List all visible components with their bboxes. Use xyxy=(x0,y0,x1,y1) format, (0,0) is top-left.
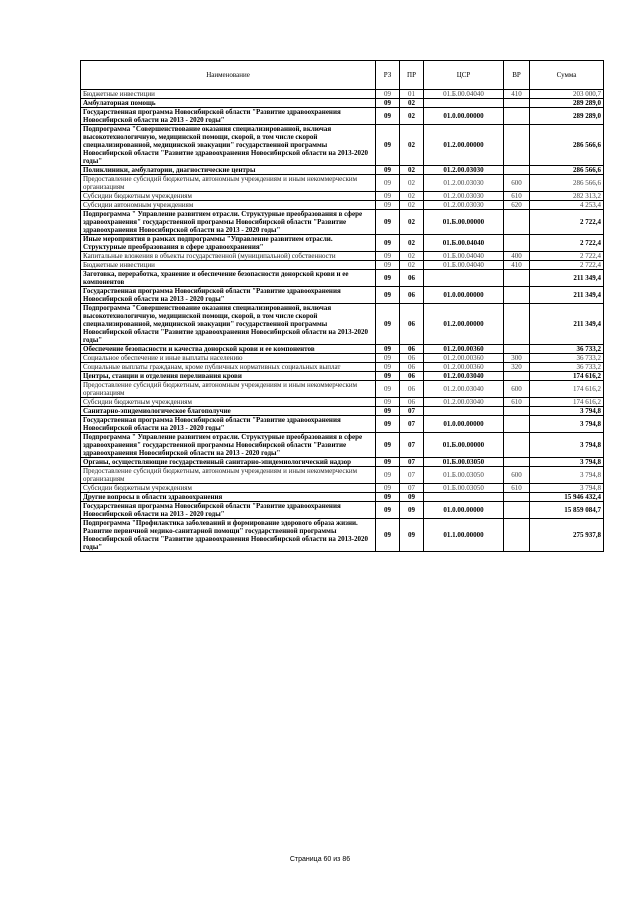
cell-name: Другие вопросы в области здравоохранения xyxy=(81,493,376,502)
header-name: Наименование xyxy=(81,61,376,90)
cell-rz: 09 xyxy=(376,407,400,416)
cell-vr xyxy=(504,416,530,433)
cell-pr: 06 xyxy=(400,363,424,372)
cell-rz: 09 xyxy=(376,192,400,201)
cell-name: Подпрограмма "Совершенствование оказания специализированной, включая высокотехнологичную, медицинской помощи, скорой, в том числе скорой специализированной, медицинской эвакуации" государственной программы Новосибирской области "Развитие здравоохранения Новосибирской области на 2013-2020 годы" xyxy=(81,125,376,166)
cell-name: Социальные выплаты гражданам, кроме публичных нормативных социальных выплат xyxy=(81,363,376,372)
table-row xyxy=(81,252,604,261)
cell-rz: 09 xyxy=(376,270,400,287)
cell-vr xyxy=(504,108,530,125)
cell-rz: 09 xyxy=(376,458,400,467)
table-row xyxy=(81,192,604,201)
cell-sum: 174 616,2 xyxy=(530,381,604,398)
cell-pr: 09 xyxy=(400,519,424,552)
page-number: Страница 60 из 86 xyxy=(289,856,351,863)
cell-csr: 01.Б.00.04040 xyxy=(424,90,504,99)
cell-sum: 211 349,4 xyxy=(530,270,604,287)
table-row xyxy=(81,433,604,458)
cell-sum: 15 859 084,7 xyxy=(530,502,604,519)
cell-sum: 3 794,8 xyxy=(530,484,604,493)
cell-pr: 09 xyxy=(400,493,424,502)
cell-rz: 09 xyxy=(376,166,400,175)
cell-pr: 02 xyxy=(400,175,424,192)
cell-csr: 01.Б.00.04040 xyxy=(424,235,504,252)
cell-pr: 01 xyxy=(400,90,424,99)
cell-name: Субсидии бюджетным учреждениям xyxy=(81,192,376,201)
table-row xyxy=(81,261,604,270)
cell-name: Иные мероприятия в рамках подпрограммы "Управление развитием отрасли. Структурные преобразования в сфере здравоохранения" xyxy=(81,235,376,252)
cell-sum: 211 349,4 xyxy=(530,304,604,345)
cell-sum: 36 733,2 xyxy=(530,345,604,354)
cell-name: Органы, осуществляющие государственный санитарно-эпидемиологический надзор xyxy=(81,458,376,467)
cell-rz: 09 xyxy=(376,381,400,398)
cell-rz: 09 xyxy=(376,90,400,99)
cell-csr: 01.2.00.03030 xyxy=(424,175,504,192)
cell-csr: 01.2.00.03040 xyxy=(424,372,504,381)
cell-pr: 06 xyxy=(400,372,424,381)
cell-csr: 01.2.00.00360 xyxy=(424,363,504,372)
cell-sum: 15 946 432,4 xyxy=(530,493,604,502)
cell-csr xyxy=(424,99,504,108)
table-row xyxy=(81,416,604,433)
table-row xyxy=(81,372,604,381)
table-row xyxy=(81,90,604,99)
table-row xyxy=(81,381,604,398)
cell-sum: 36 733,2 xyxy=(530,363,604,372)
cell-csr: 01.Б.00.03050 xyxy=(424,458,504,467)
cell-name: Предоставление субсидий бюджетным, автономным учреждениям и иным некоммерческим организациям xyxy=(81,175,376,192)
cell-vr xyxy=(504,519,530,552)
cell-csr: 01.2.00.00000 xyxy=(424,125,504,166)
cell-csr: 01.Б.00.03050 xyxy=(424,484,504,493)
cell-vr: 410 xyxy=(504,261,530,270)
cell-rz: 09 xyxy=(376,287,400,304)
cell-rz: 09 xyxy=(376,108,400,125)
cell-pr: 07 xyxy=(400,433,424,458)
cell-pr: 09 xyxy=(400,502,424,519)
cell-name: Санитарно-эпидемиологическое благополучие xyxy=(81,407,376,416)
table-body xyxy=(81,90,604,552)
cell-name: Субсидии автономным учреждениям xyxy=(81,201,376,210)
header-sum: Сумма xyxy=(530,61,604,90)
cell-csr: 01.2.00.03030 xyxy=(424,201,504,210)
table-row xyxy=(81,354,604,363)
cell-vr xyxy=(504,125,530,166)
cell-csr: 01.Б.00.00000 xyxy=(424,210,504,235)
cell-vr xyxy=(504,304,530,345)
cell-sum: 3 794,8 xyxy=(530,467,604,484)
header-pr: ПР xyxy=(400,61,424,90)
cell-rz: 09 xyxy=(376,467,400,484)
cell-pr: 02 xyxy=(400,108,424,125)
cell-csr xyxy=(424,407,504,416)
table-row xyxy=(81,287,604,304)
cell-name: Обеспечение безопасности и качества донорской крови и ее компонентов xyxy=(81,345,376,354)
cell-rz: 09 xyxy=(376,201,400,210)
cell-csr: 01.Б.00.03050 xyxy=(424,467,504,484)
table-row xyxy=(81,467,604,484)
cell-vr xyxy=(504,407,530,416)
cell-vr: 600 xyxy=(504,467,530,484)
cell-vr xyxy=(504,372,530,381)
cell-sum: 289 289,0 xyxy=(530,108,604,125)
cell-name: Государственная программа Новосибирской области "Развитие здравоохранения Новосибирской области на 2013 - 2020 годы" xyxy=(81,287,376,304)
cell-name: Подпрограмма " Управление развитием отрасли. Структурные преобразования в сфере здравоохранения" государственной программы Новосибирской области "Развитие здравоохранения Новосибирской области на 2013 - 2020 годы" xyxy=(81,210,376,235)
cell-rz: 09 xyxy=(376,99,400,108)
cell-vr xyxy=(504,287,530,304)
cell-vr: 620 xyxy=(504,201,530,210)
cell-vr xyxy=(504,433,530,458)
cell-vr: 400 xyxy=(504,252,530,261)
cell-rz: 09 xyxy=(376,493,400,502)
cell-rz: 09 xyxy=(376,175,400,192)
cell-vr xyxy=(504,210,530,235)
cell-pr: 02 xyxy=(400,261,424,270)
table-row xyxy=(81,493,604,502)
cell-pr: 06 xyxy=(400,304,424,345)
cell-sum: 4 253,4 xyxy=(530,201,604,210)
table-row xyxy=(81,363,604,372)
cell-sum: 286 566,6 xyxy=(530,166,604,175)
table-row xyxy=(81,270,604,287)
cell-csr xyxy=(424,493,504,502)
cell-sum: 2 722,4 xyxy=(530,210,604,235)
cell-name: Бюджетные инвестиции xyxy=(81,261,376,270)
cell-sum: 36 733,2 xyxy=(530,354,604,363)
cell-pr: 06 xyxy=(400,381,424,398)
cell-name: Центры, станции и отделения переливания крови xyxy=(81,372,376,381)
cell-name: Поликлиники, амбулатории, диагностические центры xyxy=(81,166,376,175)
cell-sum: 3 794,8 xyxy=(530,416,604,433)
cell-rz: 09 xyxy=(376,372,400,381)
table-header-row xyxy=(81,61,604,90)
table-row xyxy=(81,201,604,210)
cell-pr: 07 xyxy=(400,416,424,433)
table-row xyxy=(81,210,604,235)
cell-csr: 01.2.00.03040 xyxy=(424,398,504,407)
cell-sum: 289 289,0 xyxy=(530,99,604,108)
cell-pr: 06 xyxy=(400,287,424,304)
cell-name: Субсидии бюджетным учреждениям xyxy=(81,398,376,407)
table-row xyxy=(81,345,604,354)
cell-rz: 09 xyxy=(376,484,400,493)
cell-rz: 09 xyxy=(376,345,400,354)
cell-rz: 09 xyxy=(376,210,400,235)
table-row xyxy=(81,108,604,125)
cell-name: Заготовка, переработка, хранение и обеспечение безопасности донорской крови и ее компонентов xyxy=(81,270,376,287)
cell-pr: 06 xyxy=(400,354,424,363)
cell-csr: 01.0.00.00000 xyxy=(424,416,504,433)
cell-pr: 02 xyxy=(400,166,424,175)
cell-name: Субсидии бюджетным учреждениям xyxy=(81,484,376,493)
cell-sum: 174 616,2 xyxy=(530,372,604,381)
cell-pr: 06 xyxy=(400,270,424,287)
cell-vr xyxy=(504,99,530,108)
cell-vr: 600 xyxy=(504,175,530,192)
cell-name: Предоставление субсидий бюджетным, автономным учреждениям и иным некоммерческим организациям xyxy=(81,381,376,398)
table-row xyxy=(81,458,604,467)
table-row xyxy=(81,235,604,252)
table-row xyxy=(81,125,604,166)
cell-pr: 02 xyxy=(400,252,424,261)
cell-rz: 09 xyxy=(376,519,400,552)
cell-name: Предоставление субсидий бюджетным, автономным учреждениям и иным некоммерческим организациям xyxy=(81,467,376,484)
cell-csr: 01.2.00.03030 xyxy=(424,166,504,175)
cell-rz: 09 xyxy=(376,354,400,363)
cell-sum: 2 722,4 xyxy=(530,261,604,270)
cell-rz: 09 xyxy=(376,252,400,261)
cell-name: Капитальные вложения в объекты государственной (муниципальной) собственности xyxy=(81,252,376,261)
cell-vr: 300 xyxy=(504,354,530,363)
cell-csr: 01.2.00.03030 xyxy=(424,192,504,201)
cell-pr: 06 xyxy=(400,345,424,354)
cell-sum: 3 794,8 xyxy=(530,433,604,458)
cell-pr: 07 xyxy=(400,458,424,467)
header-csr: ЦСР xyxy=(424,61,504,90)
cell-sum: 3 794,8 xyxy=(530,458,604,467)
cell-sum: 2 722,4 xyxy=(530,252,604,261)
cell-rz: 09 xyxy=(376,235,400,252)
cell-pr: 07 xyxy=(400,484,424,493)
cell-pr: 07 xyxy=(400,467,424,484)
cell-csr: 01.Б.00.00000 xyxy=(424,433,504,458)
table-row xyxy=(81,502,604,519)
cell-csr: 01.Б.00.04040 xyxy=(424,261,504,270)
cell-pr: 02 xyxy=(400,201,424,210)
cell-csr: 01.2.00.03040 xyxy=(424,381,504,398)
cell-vr: 610 xyxy=(504,192,530,201)
cell-sum: 3 794,8 xyxy=(530,407,604,416)
cell-vr xyxy=(504,458,530,467)
cell-csr: 01.1.00.00000 xyxy=(424,519,504,552)
cell-vr xyxy=(504,345,530,354)
cell-sum: 203 000,7 xyxy=(530,90,604,99)
cell-csr: 01.Б.00.04040 xyxy=(424,252,504,261)
header-rz: РЗ xyxy=(376,61,400,90)
table-row xyxy=(81,407,604,416)
cell-pr: 02 xyxy=(400,210,424,235)
cell-rz: 09 xyxy=(376,363,400,372)
cell-sum: 286 566,6 xyxy=(530,175,604,192)
cell-name: Социальное обеспечение и иные выплаты населению xyxy=(81,354,376,363)
table-row xyxy=(81,484,604,493)
cell-csr: 01.0.00.00000 xyxy=(424,108,504,125)
cell-name: Государственная программа Новосибирской области "Развитие здравоохранения Новосибирской области на 2013 - 2020 годы" xyxy=(81,416,376,433)
table-row xyxy=(81,175,604,192)
cell-name: Бюджетные инвестиции xyxy=(81,90,376,99)
cell-sum: 275 937,8 xyxy=(530,519,604,552)
table-row xyxy=(81,519,604,552)
cell-csr: 01.2.00.00360 xyxy=(424,354,504,363)
cell-vr: 610 xyxy=(504,398,530,407)
cell-name: Амбулаторная помощь xyxy=(81,99,376,108)
cell-csr: 01.0.00.00000 xyxy=(424,287,504,304)
cell-rz: 09 xyxy=(376,398,400,407)
cell-pr: 02 xyxy=(400,192,424,201)
cell-vr xyxy=(504,502,530,519)
cell-sum: 286 566,6 xyxy=(530,125,604,166)
cell-pr: 02 xyxy=(400,235,424,252)
cell-rz: 09 xyxy=(376,304,400,345)
cell-rz: 09 xyxy=(376,261,400,270)
table-row xyxy=(81,398,604,407)
header-vr: ВР xyxy=(504,61,530,90)
table-row xyxy=(81,166,604,175)
cell-vr: 610 xyxy=(504,484,530,493)
cell-vr: 410 xyxy=(504,90,530,99)
cell-vr: 600 xyxy=(504,381,530,398)
cell-pr: 06 xyxy=(400,398,424,407)
table-row xyxy=(81,99,604,108)
budget-table xyxy=(80,60,604,552)
cell-rz: 09 xyxy=(376,502,400,519)
cell-vr xyxy=(504,270,530,287)
cell-sum: 282 313,2 xyxy=(530,192,604,201)
cell-sum: 211 349,4 xyxy=(530,287,604,304)
cell-name: Государственная программа Новосибирской области "Развитие здравоохранения Новосибирской области на 2013 - 2020 годы" xyxy=(81,108,376,125)
cell-rz: 09 xyxy=(376,416,400,433)
cell-csr: 01.0.00.00000 xyxy=(424,502,504,519)
cell-name: Подпрограмма "Совершенствование оказания специализированной, включая высокотехнологичную, медицинской помощи, скорой, в том числе скорой специализированной, медицинской эвакуации" государственной программы Новосибирской области "Развитие здравоохранения Новосибирской области на 2013-2020 годы" xyxy=(81,304,376,345)
cell-vr xyxy=(504,166,530,175)
cell-sum: 174 616,2 xyxy=(530,398,604,407)
cell-csr xyxy=(424,270,504,287)
cell-csr: 01.2.00.00360 xyxy=(424,345,504,354)
cell-pr: 02 xyxy=(400,99,424,108)
cell-csr: 01.2.00.00000 xyxy=(424,304,504,345)
cell-name: Подпрограмма "Профилактика заболеваний и формирование здорового образа жизни. Развитие первичной медико-санитарной помощи" государственной программы Новосибирской области "Развитие здравоохранения Новосибирской области на 2013-2020 годы" xyxy=(81,519,376,552)
cell-name: Государственная программа Новосибирской области "Развитие здравоохранения Новосибирской области на 2013 - 2020 годы" xyxy=(81,502,376,519)
cell-vr: 320 xyxy=(504,363,530,372)
cell-rz: 09 xyxy=(376,433,400,458)
cell-pr: 02 xyxy=(400,125,424,166)
cell-vr xyxy=(504,493,530,502)
cell-pr: 07 xyxy=(400,407,424,416)
cell-name: Подпрограмма " Управление развитием отрасли. Структурные преобразования в сфере здравоохранения" государственной программы Новосибирской области "Развитие здравоохранения Новосибирской области на 2013 - 2020 годы" xyxy=(81,433,376,458)
cell-sum: 2 722,4 xyxy=(530,235,604,252)
cell-vr xyxy=(504,235,530,252)
table-row xyxy=(81,304,604,345)
cell-rz: 09 xyxy=(376,125,400,166)
